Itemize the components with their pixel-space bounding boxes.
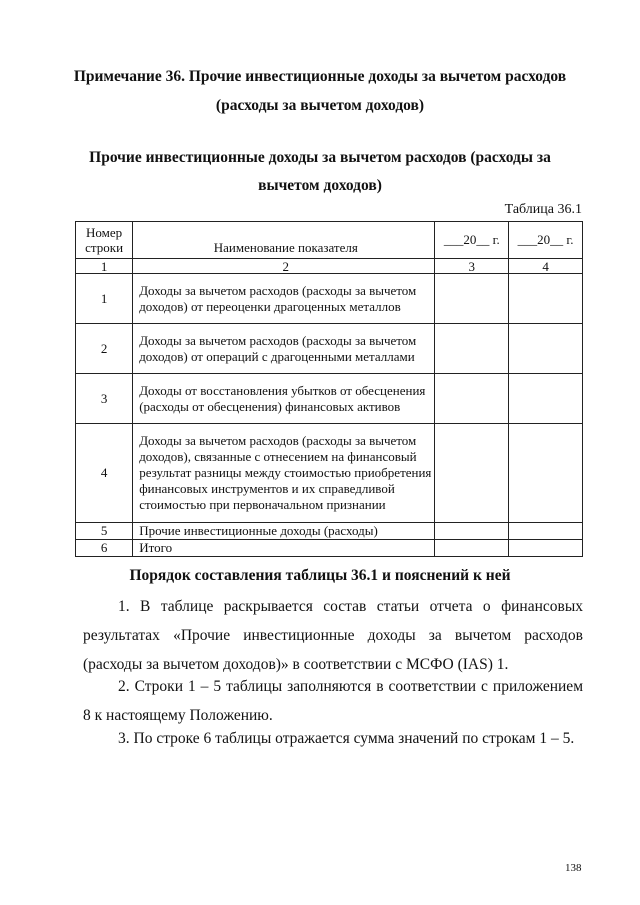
table-row: [76, 324, 583, 374]
row-name-cell: Доходы за вычетом расходов (расходы за вычетом доходов), связанные с отнесением на финансовый результат разницы между стоимостью приобретения финансовых инструментов и их справедливой стоимостью при первоначальном признании: [133, 424, 435, 523]
row-number-cell: 6: [76, 540, 133, 557]
row-year2-cell: [509, 523, 583, 540]
header-row-number: Номер строки: [76, 222, 133, 259]
row-number-cell: 2: [76, 324, 133, 374]
header-year-2: ___20__ г.: [509, 222, 583, 259]
row-name-cell: Доходы от восстановления убытков от обесценения (расходы от обесценения) финансовых активов: [133, 374, 435, 424]
header-indicator-name: Наименование показателя: [133, 222, 435, 259]
row-year2-cell: [509, 324, 583, 374]
table-row: [76, 424, 583, 523]
row-year1-cell: [435, 324, 509, 374]
row-number-cell: 4: [76, 424, 133, 523]
data-table: [75, 221, 583, 557]
row-number-cell: 1: [76, 274, 133, 324]
note-title-line2: (расходы за вычетом доходов): [215, 97, 425, 114]
row-year1-cell: [435, 540, 509, 557]
index-cell: 3: [435, 259, 509, 274]
table-index-row: [76, 259, 583, 274]
row-year1-cell: [435, 374, 509, 424]
row-year2-cell: [509, 274, 583, 324]
note-title-line1: Примечание 36. Прочие инвестиционные доходы за вычетом расходов: [73, 68, 567, 85]
row-name-cell: Итого: [133, 540, 435, 557]
row-number-cell: 3: [76, 374, 133, 424]
row-name-cell: Доходы за вычетом расходов (расходы за вычетом доходов) от переоценки драгоценных металлов: [133, 274, 435, 324]
row-name-cell: Прочие инвестиционные доходы (расходы): [133, 523, 435, 540]
page-number: 138: [565, 862, 582, 874]
row-year2-cell: [509, 540, 583, 557]
row-year1-cell: [435, 274, 509, 324]
row-name-cell: Доходы за вычетом расходов (расходы за вычетом доходов) от операций с драгоценными металлами: [133, 324, 435, 374]
row-year2-cell: [509, 374, 583, 424]
row-year1-cell: [435, 424, 509, 523]
section-heading: Порядок составления таблицы 36.1 и пояснений к ней: [129, 567, 511, 584]
table-row: [76, 274, 583, 324]
paragraph-3: 3. По строке 6 таблицы отражается сумма значений по строкам 1 – 5.: [118, 730, 575, 747]
table-header-row: [76, 222, 583, 259]
index-cell: 1: [76, 259, 133, 274]
table-title-line2: вычетом доходов): [258, 177, 382, 194]
paragraph-2: 2. Строки 1 – 5 таблицы заполняются в соответствии с приложением 8 к настоящему Положению.: [83, 678, 583, 724]
table-title-line1: Прочие инвестиционные доходы за вычетом расходов (расходы за: [89, 149, 551, 166]
index-cell: 4: [509, 259, 583, 274]
index-cell: 2: [133, 259, 435, 274]
table-row-total: [76, 540, 583, 557]
header-year-1: ___20__ г.: [435, 222, 509, 259]
row-year1-cell: [435, 523, 509, 540]
table-row: [76, 523, 583, 540]
paragraph-1: 1. В таблице раскрывается состав статьи отчета о финансовых результатах «Прочие инвестиционные доходы за вычетом расходов (расходы за вычетом доходов)» в соответствии с МСФО (IAS) 1.: [83, 598, 583, 673]
table-number: Таблица 36.1: [504, 202, 582, 217]
table-row: [76, 374, 583, 424]
row-number-cell: 5: [76, 523, 133, 540]
row-year2-cell: [509, 424, 583, 523]
